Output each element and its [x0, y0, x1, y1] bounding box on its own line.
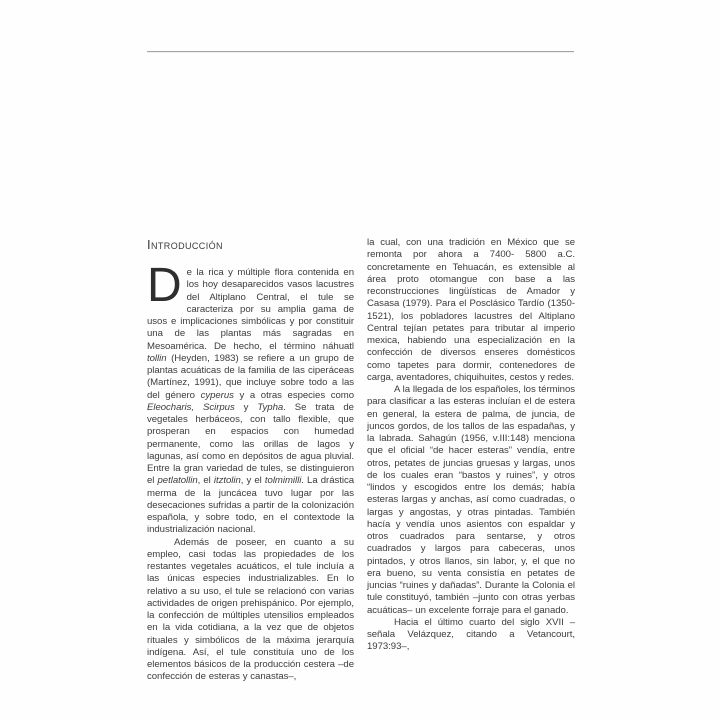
body-text: . La drástica merma de la juncácea tuvo lugar por las desecaciones sufridas a partir de la colonización española, y sobre todo, en el contextode la industrialización nacional. — [147, 475, 355, 536]
italic-text: tolmimilli — [264, 475, 302, 487]
body-text: , el — [197, 475, 214, 487]
paragraph — [367, 617, 575, 654]
column-right — [367, 237, 575, 684]
body-text: y — [234, 401, 258, 413]
body-text: la cual, con una tradición en México que se remonta por ahora a 7400- 5800 a.C. concretamente en Tehuacán, es extensible al área proto otomangue con base a las reconstrucciones lingüísticas de Amador y Casasa (1979). Para el Posclásico Tardío (1350- 1521), los pobladores lacustres del Altiplano Central tejían petates para tributar al imperio mexica, habiendo una especialización en la confección de diversos enseres domésticos como tapetes para dormir, contenedores de carga, aventadores, chiquihuites, cestos y redes. — [367, 237, 575, 383]
italic-text: tollin — [147, 352, 167, 364]
body-text: Además de poseer, en cuanto a su empleo, casi todas las propiedades de los restantes vegetales acuáticos, el tule incluía a las únicas especies industrializables. En lo relativo a su uso, el tule se relacionó con varias actividades de origen prehispánico. Por ejemplo, la confección de múltiples utensilios empleados en la vida cotidiana, a la vez que de objetos rituales y simbólicos de la máxima jerarquía indígena. Así, el tule constituía uno de los elementos básicos de la producción cestera –de confección de esteras y canastas–, — [147, 536, 354, 683]
italic-text: cyperus — [200, 389, 234, 401]
paragraph — [147, 537, 354, 684]
body-text: y a otras especies como — [233, 389, 355, 401]
right-paragraphs — [367, 237, 575, 654]
body-text: , y el — [240, 475, 265, 487]
paragraph — [147, 259, 355, 537]
body-text: A la llegada de los españoles, los términos para clasificar a las esteras incluían el de estera en general, la estera de palma, de juncia, de juncos gordos, de los tallos de las espadañas, y la labrada. Sahagún (1956, v.III:148) menciona que el oficial “de hacer esteras” vendía, entre otros, petates de juncias gruesas y largas, unos de los cuales eran “bastos y ruines”, y otros “lindos y escogidos entre los demás; había esteras largas y anchas, así como cuadradas, o largas y angostas, y otras pintadas. También hacía y vendía unos asientos con espaldar y otros cuadrados para sentarse, y otros cuadrados y largos para cabeceras, unos pintados, y otros llanos, sin labor, y, el que no era bueno, su venta consistía en petates de juncias “ruines y dañadas”. Durante la Colonia el tule constituyó, también –junto con otras yerbas acuáticas– un excelente forraje para el ganado. — [367, 384, 576, 616]
drop-cap: D — [147, 259, 182, 312]
body-text: e la rica y múltiple flora contenida en los hoy desaparecidos vasos lacustres del Altiplano Central, el tule se caracteriza por su amplia gama de usos e implicaciones simbólicas y por constituir una de las plantas más sagradas en Mesoamérica. De hecho, el término náhuatl — [147, 267, 354, 352]
paragraph — [367, 384, 575, 617]
italic-text: Eleocharis, Scirpus — [147, 401, 235, 413]
header-rule — [147, 51, 574, 52]
article-body — [147, 237, 575, 684]
section-heading: Introducción — [147, 237, 223, 252]
body-text: Hacia el último cuarto del siglo XVII –señala Velázquez, citando a Vetancourt, 1973:93–, — [367, 616, 575, 653]
column-left — [147, 237, 354, 684]
paragraph — [367, 237, 575, 384]
left-paragraphs — [147, 259, 355, 684]
body-text: . Se trata de vegetales herbáceos, con tallo flexible, que prosperan en espacios con humedad permanente, como las orillas de lagos y lagunas, así como en depósitos de agua pluvial. Entre la gran variedad de tules, se distinguieron el — [147, 401, 354, 487]
italic-text: itztolin — [213, 475, 241, 487]
italic-text: Typha — [257, 401, 284, 413]
italic-text: petlatollin — [157, 475, 198, 487]
body-text: (Heyden, 1983) se refiere a un grupo de plantas acuáticas de la familia de las ciperáceas (Martínez, 1991), que incluye sobre todo a las del género — [147, 352, 354, 401]
